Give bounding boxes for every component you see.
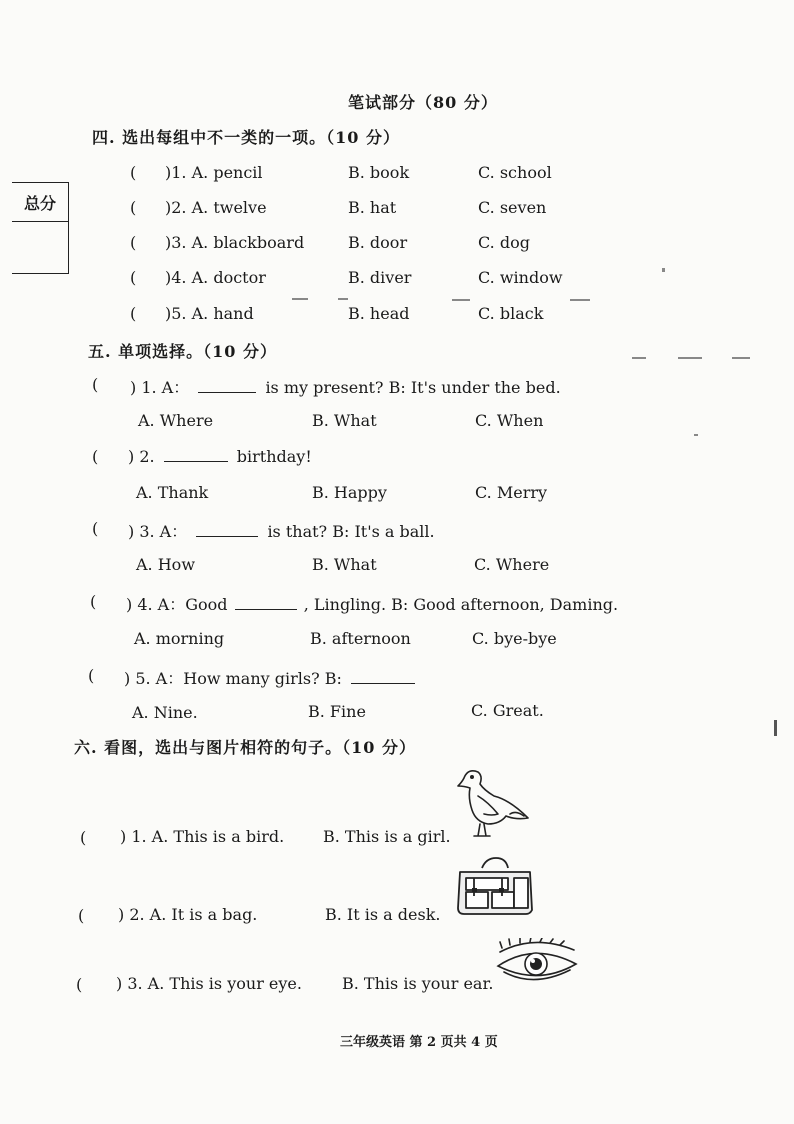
scan-mark xyxy=(678,357,702,359)
option-c: C. bye-bye xyxy=(472,629,557,648)
answer-blank[interactable] xyxy=(351,669,415,684)
answer-paren[interactable]: ( xyxy=(80,828,87,847)
answer-paren[interactable]: ( xyxy=(92,519,99,538)
option-b: B. Happy xyxy=(312,483,387,502)
option-b: B. This is a girl. xyxy=(323,827,451,846)
option-b: B. door xyxy=(348,233,408,252)
answer-paren[interactable]: ( xyxy=(92,447,99,466)
option-b: B. book xyxy=(348,163,410,182)
scan-mark xyxy=(452,299,470,301)
section-5-title: 五. 单项选择。（10 分） xyxy=(88,342,277,361)
answer-paren[interactable]: ( xyxy=(92,375,99,394)
option-c: C. dog xyxy=(478,233,530,252)
question-prefix: ) 5. A：How many girls? B: xyxy=(124,669,342,688)
answer-paren[interactable]: ( xyxy=(130,304,137,323)
option-c: C. Merry xyxy=(475,483,548,502)
bird-icon xyxy=(450,766,534,842)
option-c: C. seven xyxy=(478,198,547,217)
page-title: 笔试部分（80 分） xyxy=(348,93,498,112)
question-prefix: ) 3. A： xyxy=(128,522,188,541)
eye-icon xyxy=(494,938,580,990)
scan-mark xyxy=(732,357,750,359)
option-a: A. How xyxy=(136,555,196,574)
answer-blank[interactable] xyxy=(198,378,256,393)
option-a: ) 2. A. It is a bag. xyxy=(118,905,258,924)
question-text xyxy=(124,666,419,689)
answer-blank[interactable] xyxy=(164,447,228,462)
question-suffix: birthday! xyxy=(236,447,312,466)
question-text xyxy=(126,592,618,615)
option-c: C. window xyxy=(478,268,563,287)
answer-paren[interactable]: ( xyxy=(130,233,137,252)
answer-blank[interactable] xyxy=(196,522,258,537)
option-a: ) 1. A. This is a bird. xyxy=(120,827,285,846)
option-b: B. What xyxy=(312,411,377,430)
schoolbag-icon xyxy=(452,856,540,918)
option-c: C. When xyxy=(475,411,544,430)
option-b: B. This is your ear. xyxy=(342,974,494,993)
question-suffix: is that? B: It's a ball. xyxy=(267,522,435,541)
question-text xyxy=(130,375,561,398)
answer-paren[interactable]: ( xyxy=(130,198,137,217)
option-a: A. Nine. xyxy=(132,703,198,722)
scan-mark xyxy=(694,434,698,436)
option-c: C. school xyxy=(478,163,552,182)
option-a: )4. A. doctor xyxy=(165,268,266,287)
option-b: B. What xyxy=(312,555,377,574)
option-a: ) 3. A. This is your eye. xyxy=(116,974,302,993)
option-b: B. Fine xyxy=(308,702,366,721)
question-text xyxy=(128,447,312,466)
option-c: C. Where xyxy=(474,555,550,574)
option-a: )5. A. hand xyxy=(165,304,254,323)
scan-mark xyxy=(292,298,308,300)
answer-blank[interactable] xyxy=(235,595,297,610)
question-prefix: ) 2. xyxy=(128,447,155,466)
section-6-title: 六. 看图，选出与图片相符的句子。（10 分） xyxy=(74,738,416,757)
option-c: C. black xyxy=(478,304,544,323)
answer-paren[interactable]: ( xyxy=(78,906,85,925)
answer-paren[interactable]: ( xyxy=(88,666,95,685)
question-prefix: ) 4. A：Good xyxy=(126,595,228,614)
option-b: B. head xyxy=(348,304,410,323)
question-text xyxy=(128,519,435,542)
option-b: B. It is a desk. xyxy=(325,905,441,924)
scan-mark xyxy=(338,298,348,300)
option-b: B. hat xyxy=(348,198,397,217)
answer-paren[interactable]: ( xyxy=(130,163,137,182)
total-score-field[interactable] xyxy=(12,222,68,270)
answer-paren[interactable]: ( xyxy=(90,592,97,611)
scan-mark xyxy=(570,299,590,301)
option-a: A. morning xyxy=(134,629,225,648)
total-score-box xyxy=(12,182,69,274)
total-score-label: 总分 xyxy=(12,183,68,222)
option-a: A. Thank xyxy=(136,483,209,502)
option-b: B. afternoon xyxy=(310,629,411,648)
section-4-title: 四. 选出每组中不一类的一项。（10 分） xyxy=(92,128,400,147)
scan-mark xyxy=(632,357,646,359)
option-a: )2. A. twelve xyxy=(165,198,267,217)
option-b: B. diver xyxy=(348,268,412,287)
question-suffix: is my present? B: It's under the bed. xyxy=(265,378,561,397)
scan-mark xyxy=(662,268,665,272)
question-suffix: , Lingling. B: Good afternoon, Daming. xyxy=(303,595,619,614)
option-c: C. Great. xyxy=(471,701,544,720)
answer-paren[interactable]: ( xyxy=(130,268,137,287)
option-a: )3. A. blackboard xyxy=(165,233,305,252)
option-a: )1. A. pencil xyxy=(165,163,263,182)
option-a: A. Where xyxy=(138,411,214,430)
answer-paren[interactable]: ( xyxy=(76,975,83,994)
page-footer: 三年级英语 第 2 页共 4 页 xyxy=(340,1035,498,1050)
question-prefix: ) 1. A： xyxy=(130,378,190,397)
scan-mark xyxy=(774,720,777,736)
